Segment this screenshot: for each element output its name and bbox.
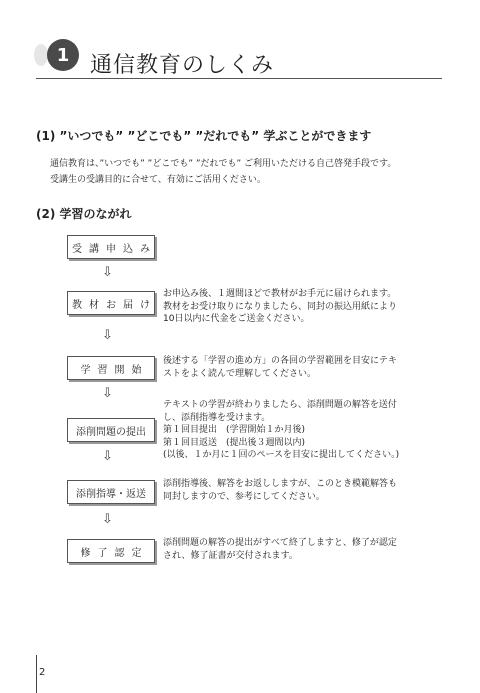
step-box-delivery: 教材お届け (67, 291, 155, 315)
flow-arrow-icon: ⇩ (102, 449, 113, 464)
step-box-correction-return: 添削指導・返送 (67, 480, 155, 504)
step-desc-line: ストをよく読んで理解してください。 (163, 368, 317, 379)
section-1-line-2: 受講生の受講目的に合せて、有効にご活用ください。 (50, 175, 266, 185)
step-desc-line: され、修了証書が交付されます。 (163, 550, 298, 561)
chapter-number-badge: 1 (47, 39, 79, 71)
step-desc-line: 教材をお受け取りになりましたら、同封の振込用紙により (163, 301, 398, 312)
step-desc-completion (163, 537, 397, 562)
chapter-divider (36, 78, 442, 79)
flow-arrow-icon: ⇩ (102, 512, 113, 527)
section-2-heading: (2) 学習のながれ (36, 207, 132, 221)
step-desc-line: (以後、１か月に１回のペースを目安に提出してください。) (163, 450, 400, 460)
flow-arrow-icon: ⇩ (102, 386, 113, 401)
step-box-application: 受講申込み (67, 235, 155, 259)
section-1-heading: (1) ”いつでも” ”どこでも” ”だれでも” 学ぶことができます (36, 129, 372, 143)
step-desc-line: 10日以内に代金をご送金ください。 (163, 314, 310, 324)
step-desc-line: 同封しますので、参考にしてください。 (163, 491, 325, 502)
step-desc-submission (163, 399, 399, 462)
step-box-submission: 添削問題の提出 (67, 418, 155, 442)
step-desc-study-start (163, 355, 397, 380)
flow-arrow-icon: ⇩ (102, 265, 113, 280)
step-desc-line: 後述する「学習の進め方」の各回の学習範囲を目安にテキ (163, 356, 398, 366)
chapter-title: 通信教育のしくみ (90, 53, 275, 78)
step-box-completion: 修了認定 (67, 539, 155, 563)
step-desc-delivery (163, 288, 397, 326)
step-desc-line: し、添削指導を受けます。 (163, 412, 271, 423)
step-desc-correction-return (163, 478, 397, 503)
page-margin-rule (36, 655, 37, 693)
chapter-decoration (34, 44, 48, 66)
step-desc-line: お申込み後、１週間ほどで教材がお手元に届けられます。 (163, 289, 397, 299)
step-desc-line: 添削指導後、解答をお返ししますが、このとき模範解答も (163, 479, 398, 489)
step-box-study-start: 学習開始 (67, 356, 155, 380)
step-desc-line: 第１回目提出 (学習開始１か月後) (163, 425, 306, 435)
step-desc-line: 第１回目返送 (提出後３週間以内) (163, 437, 306, 448)
step-desc-line: 添削問題の解答の提出がすべて終了しますと、修了が認定 (163, 538, 397, 548)
flow-arrow-icon: ⇩ (102, 328, 113, 343)
step-desc-line: テキストの学習が終わりましたら、添削問題の解答を送付 (163, 400, 397, 410)
page-number: 2 (39, 667, 46, 678)
section-1-line-1: 通信教育は、”いつでも” ”どこでも” ”だれでも” ご利用いただける自己啓発手段です。 (50, 159, 397, 169)
